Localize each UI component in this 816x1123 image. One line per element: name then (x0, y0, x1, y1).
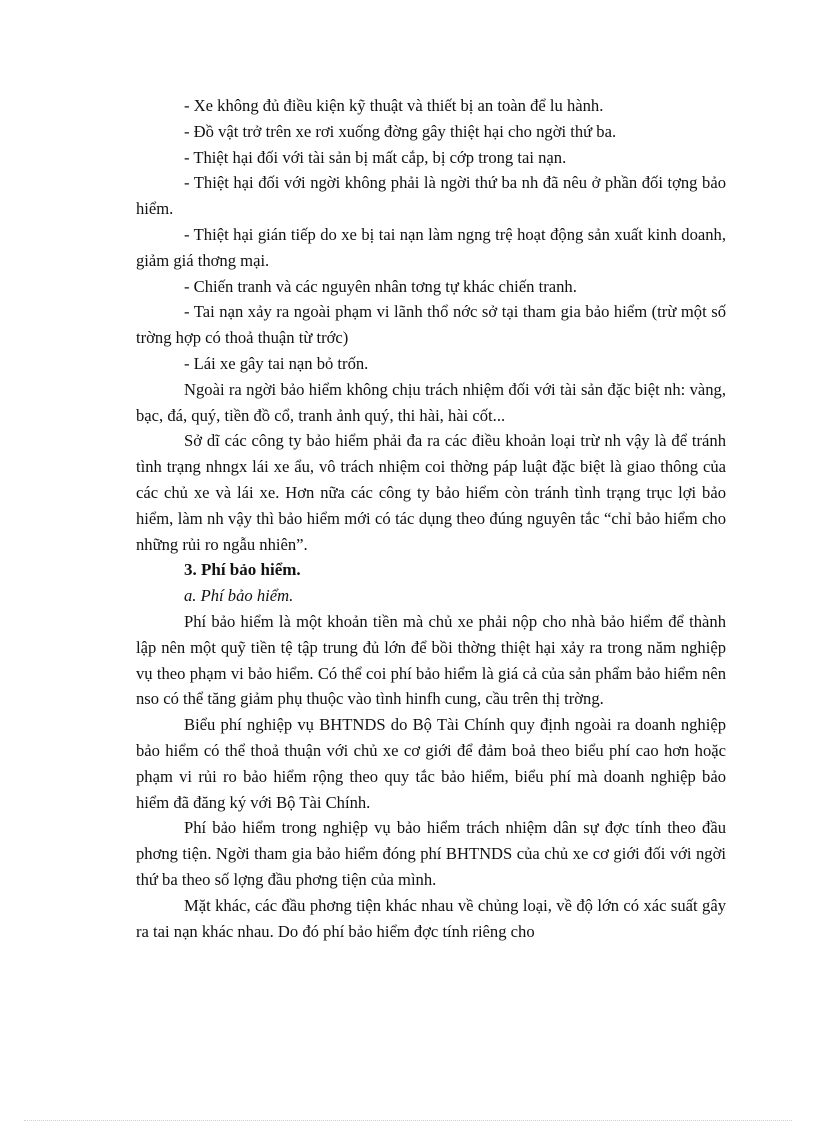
paragraph-exclusion-3: - Thiệt hại đối với tài sản bị mất cắp, bị cớp trong tai nạn. (184, 147, 567, 167)
paragraph-exclusion-reason: Sở dĩ các công ty bảo hiểm phải đa ra các điều khoản loại trừ nh vậy là để tránh tình trạng nhngx lái xe ẩu, vô trách nhiệm coi thờng páp luật đặc biệt là giao thông của các chủ xe và lái xe. Hơn nữa các công ty bảo hiểm còn tránh tình trạng trục lợi bảo hiểm, làm nh vậy thì bảo hiểm mới có tác dụng theo đúng nguyên tắc “chỉ bảo hiểm cho những rủi ro ngẫu nhiên”. (136, 431, 726, 554)
paragraph-exclusion-7: - Tai nạn xảy ra ngoài phạm vi lãnh thổ nớc sở tại tham gia bảo hiểm (trừ một số trờng hợp có thoả thuận từ trớc) (136, 302, 726, 348)
page-bottom-divider (24, 1120, 792, 1121)
paragraph-exclusion-5: - Thiệt hại gián tiếp do xe bị tai nạn làm ngng trệ hoạt động sản xuất kinh doanh, giảm giá thơng mại. (136, 224, 726, 270)
subsection-heading: a. Phí bảo hiểm. (184, 586, 294, 606)
paragraph-premium-schedule: Biểu phí nghiệp vụ BHTNDS do Bộ Tài Chính quy định ngoài ra doanh nghiệp bảo hiểm có thể thoả thuận với chủ xe cơ giới để đảm boả theo biểu phí cao hơn hoặc phạm vi rủi ro bảo hiểm rộng theo quy tắc bảo hiểm, biểu phí mà doanh nghiệp bảo hiểm đã đăng ký với Bộ Tài Chính. (136, 715, 726, 812)
section-heading: 3. Phí bảo hiểm. (184, 560, 301, 580)
document-page (136, 93, 726, 944)
paragraph-premium-definition: Phí bảo hiểm là một khoản tiền mà chủ xe phải nộp cho nhà bảo hiểm để thành lập nên một quỹ tiền tệ tập trung đủ lớn để bồi thờng thiệt hại xảy ra trong năm nghiệp vụ theo phạm vi bảo hiểm. Có thể coi phí bảo hiểm là giá cả của sản phẩm bảo hiểm nên nso có thể tăng giảm phụ thuộc vào tình hinfh cung, cầu trên thị trờng. (136, 611, 726, 709)
paragraph-premium-per-vehicle: Phí bảo hiểm trong nghiệp vụ bảo hiểm trách nhiệm dân sự đợc tính theo đầu phơng tiện. Ngời tham gia bảo hiểm đóng phí BHTNDS của chủ xe cơ giới đối với ngời thứ ba theo số lợng đầu phơng tiện của mình. (136, 818, 726, 889)
paragraph-special-assets: Ngoài ra ngời bảo hiểm không chịu trách nhiệm đối với tài sản đặc biệt nh: vàng, bạc, đá, quý, tiền đồ cổ, tranh ảnh quý, thi hài, hài cốt... (136, 379, 726, 425)
paragraph-exclusion-1: - Xe không đủ điều kiện kỹ thuật và thiết bị an toàn để lu hành. (184, 96, 604, 115)
paragraph-exclusion-4: - Thiệt hại đối với ngời không phải là ngời thứ ba nh đã nêu ở phần đối tợng bảo hiểm. (136, 173, 726, 219)
paragraph-premium-vehicle-types: Mặt khác, các đầu phơng tiện khác nhau về chủng loại, về độ lớn có xác suất gây ra tai nạn khác nhau. Do đó phí bảo hiểm đợc tính riêng cho (136, 895, 726, 941)
paragraph-exclusion-8: - Lái xe gây tai nạn bỏ trốn. (184, 353, 369, 373)
paragraph-exclusion-2: - Đồ vật trở trên xe rơi xuống đờng gây thiệt hại cho ngời thứ ba. (184, 121, 617, 141)
paragraph-exclusion-6: - Chiến tranh và các nguyên nhân tơng tự khác chiến tranh. (184, 276, 577, 296)
